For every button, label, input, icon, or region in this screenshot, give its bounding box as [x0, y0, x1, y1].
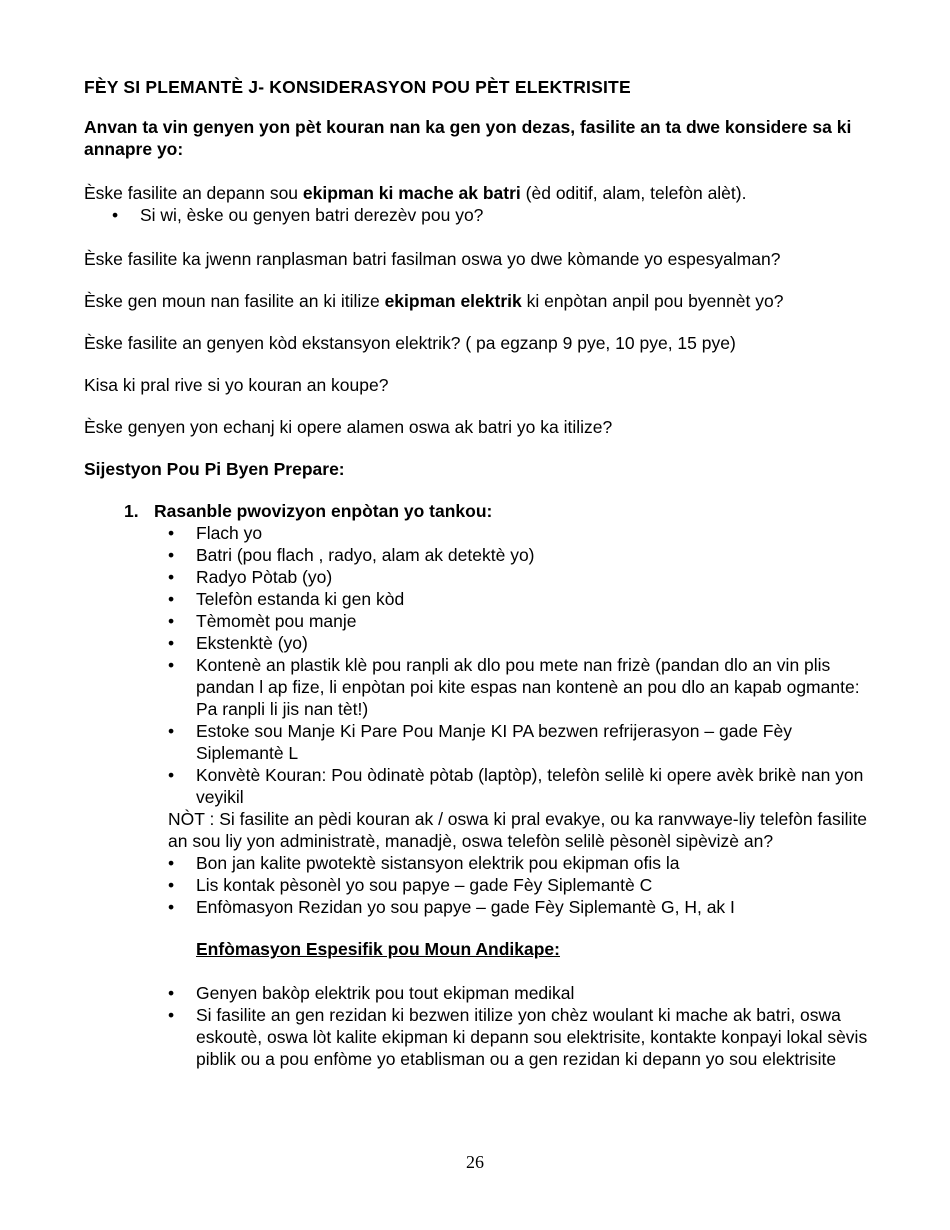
- list-item-text: Batri (pou flach , radyo, alam ak detektè yo): [196, 545, 535, 565]
- question-text: (èd oditif, alam, telefòn alèt).: [520, 183, 747, 203]
- list-item-text: Bon jan kalite pwotektè sistansyon elektrik pou ekipman ofis la: [196, 853, 680, 873]
- note-paragraph: NÒT : Si fasilite an pèdi kouran ak / oswa ki pral evakye, ou ka ranvwaye-liy telefòn fasilite an sou liy yon administratè, manadjè, oswa telefòn selilè pèsonèl sipèvizè an?: [168, 809, 868, 851]
- bullet-icon: •: [168, 853, 175, 873]
- list-item-text: Konvètè Kouran: Pou òdinatè pòtab (laptòp), telefòn selilè ki opere avèk brikè nan yon veyikil: [196, 765, 864, 807]
- list-item-text: Tèmomèt pou manje: [196, 611, 357, 631]
- list-item-text: Genyen bakòp elektrik pou tout ekipman medikal: [196, 983, 575, 1003]
- numbered-item-1: [84, 500, 874, 522]
- question-text: ki enpòtan anpil pou byennèt yo?: [521, 291, 784, 311]
- list-item: [168, 610, 874, 632]
- question-battery-replacement: Èske fasilite ka jwenn ranplasman batri fasilman oswa yo dwe kòmande yo espesyalman?: [84, 249, 781, 269]
- page-title: FÈY SI PLEMANTÈ J- KONSIDERASYON POU PÈT ELEKTRISITE: [84, 77, 631, 97]
- intro-paragraph: Anvan ta vin genyen yon pèt kouran nan ka gen yon dezas, fasilite an ta dwe konsidere sa ki annapre yo:: [84, 117, 852, 159]
- bullet-icon: •: [168, 983, 175, 1003]
- page-number: 26: [466, 1152, 484, 1172]
- bullet-icon: •: [168, 523, 175, 543]
- list-item-text: Lis kontak pèsonèl yo sou papye – gade Fèy Siplemantè C: [196, 875, 653, 895]
- list-item: [168, 654, 874, 720]
- bullet-icon: •: [168, 611, 175, 631]
- list-item: [168, 896, 874, 918]
- bullet-icon: •: [168, 589, 175, 609]
- list-item: [168, 544, 874, 566]
- question-manual-switch: Èske genyen yon echanj ki opere alamen oswa ak batri yo ka itilize?: [84, 417, 613, 437]
- item-number: 1.: [124, 501, 139, 521]
- suggestions-heading: Sijestyon Pou Pi Byen Prepare:: [84, 459, 345, 479]
- disabled-info-list: [84, 982, 874, 1070]
- question-extension-cords: Èske fasilite an genyen kòd ekstansyon elektrik? ( pa egzanp 9 pye, 10 pye, 15 pye): [84, 333, 736, 353]
- list-item-text: Si fasilite an gen rezidan ki bezwen itilize yon chèz woulant ki mache ak batri, oswa eskoutè, oswa lòt kalite ekipman ki depann sou elektrisite, kontakte konpayi lokal sèvis piblik ou a pou enfòme yo etablisman ou a gen rezidan ki depann yo sou elektrisite: [196, 1005, 868, 1069]
- list-item-text: Enfòmasyon Rezidan yo sou papye – gade Fèy Siplemantè G, H, ak I: [196, 897, 735, 917]
- question-emphasis: ekipman ki mache ak batri: [302, 183, 521, 203]
- disabled-info-heading: Enfòmasyon Espesifik pou Moun Andikape:: [196, 939, 560, 959]
- list-item-text: Telefòn estanda ki gen kòd: [196, 589, 405, 609]
- supplies-list-continued: [84, 852, 874, 918]
- question-text: Èske gen moun nan fasilite an ki itilize: [84, 291, 385, 311]
- list-item: [168, 720, 874, 764]
- bullet-icon: •: [168, 567, 175, 587]
- question-sublist: [84, 204, 874, 226]
- bullet-icon: •: [168, 633, 175, 653]
- list-item-text: Radyo Pòtab (yo): [196, 567, 333, 587]
- document-page: [84, 76, 874, 1070]
- bullet-icon: •: [112, 205, 119, 225]
- list-item: [112, 204, 874, 226]
- list-item-text: Estoke sou Manje Ki Pare Pou Manje KI PA bezwen refrijerasyon – gade Fèy Siplemantè L: [196, 721, 792, 763]
- list-item: [168, 566, 874, 588]
- bullet-icon: •: [168, 655, 175, 675]
- bullet-icon: •: [168, 765, 175, 785]
- question-battery-equipment: [84, 182, 874, 204]
- list-item: [168, 588, 874, 610]
- list-item: [168, 852, 874, 874]
- list-item: [168, 632, 874, 654]
- bullet-icon: •: [168, 545, 175, 565]
- question-power-cut: Kisa ki pral rive si yo kouran an koupe?: [84, 375, 389, 395]
- list-item-text: Si wi, èske ou genyen batri derezèv pou yo?: [140, 205, 484, 225]
- list-item: [168, 764, 874, 808]
- list-item: [168, 874, 874, 896]
- bullet-icon: •: [168, 721, 175, 741]
- item-label: Rasanble pwovizyon enpòtan yo tankou:: [154, 501, 493, 521]
- list-item: [168, 1004, 874, 1070]
- list-item-text: Kontenè an plastik klè pou ranpli ak dlo pou mete nan frizè (pandan dlo an vin plis pandan l ap fize, li enpòtan poi kite espas nan kontenè an pou dlo an kapab ogmante: Pa ranpli li jis nan tèt!): [196, 655, 860, 719]
- bullet-icon: •: [168, 897, 175, 917]
- bullet-icon: •: [168, 875, 175, 895]
- bullet-icon: •: [168, 1005, 175, 1025]
- question-emphasis: ekipman elektrik: [384, 291, 522, 311]
- question-electric-equipment: [84, 290, 874, 312]
- question-text: Èske fasilite an depann sou: [84, 183, 303, 203]
- supplies-list: [84, 522, 874, 808]
- list-item-text: Flach yo: [196, 523, 263, 543]
- list-item: [168, 522, 874, 544]
- list-item-text: Ekstenktè (yo): [196, 633, 308, 653]
- list-item: [168, 982, 874, 1004]
